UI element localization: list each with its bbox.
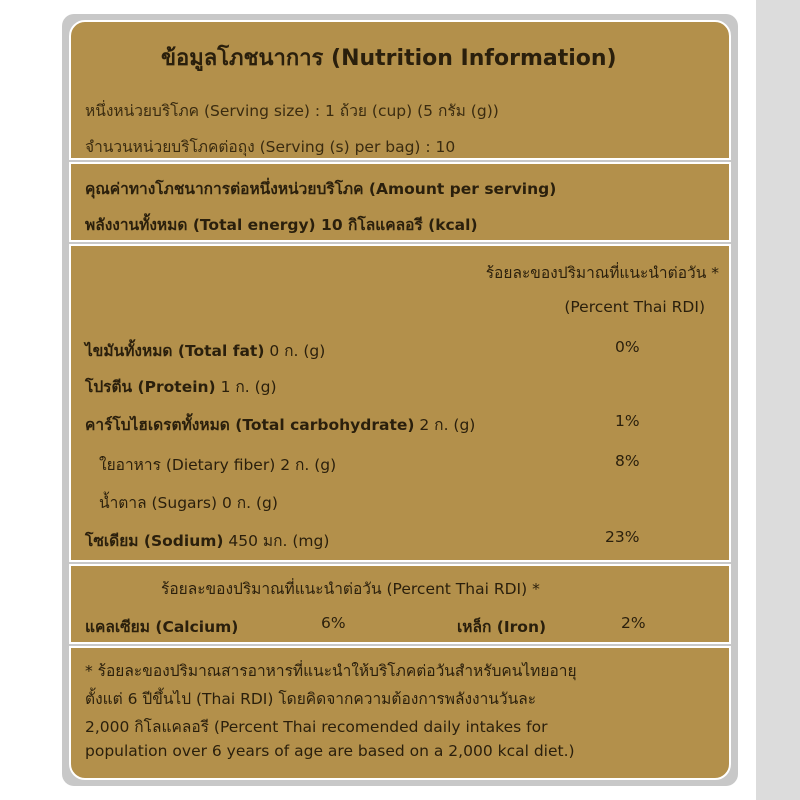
calcium-label: แคลเซียม (Calcium) <box>85 618 239 636</box>
nutrient-label: โปรตีน (Protein) <box>85 378 216 396</box>
nutrition-title: ข้อมูลโภชนาการ (Nutrition Information) <box>161 46 617 71</box>
iron-label: เหล็ก (Iron) <box>457 618 547 636</box>
servings-per-bag: จำนวนหน่วยบริโภคต่อถุง (Serving (s) per bag) : 10 <box>85 138 456 156</box>
nutrient-percent: 23% <box>605 528 640 546</box>
nutrient-amount: 1 ก. (g) <box>215 378 277 396</box>
calcium-percent: 6% <box>321 614 346 632</box>
footnote-line: ตั้งแต่ 6 ปีขึ้นไป (Thai RDI) โดยคิดจากความต้องการพลังงานวันละ <box>85 690 537 708</box>
amount-header: คุณค่าทางโภชนาการต่อหนึ่งหน่วยบริโภค (Amount per serving) <box>85 180 557 198</box>
nutrient-amount: ใยอาหาร (Dietary fiber) 2 ก. (g) <box>99 456 337 474</box>
serving-size: หนึ่งหน่วยบริโภค (Serving size) : 1 ถ้วย (cup) (5 กรัม (g)) <box>85 102 499 120</box>
nutrient-amount: 0 ก. (g) <box>264 342 326 360</box>
nutrient-amount: น้ำตาล (Sugars) 0 ก. (g) <box>99 494 278 512</box>
minerals-rdi-header: ร้อยละของปริมาณที่แนะนำต่อวัน (Percent Thai RDI) * <box>161 580 540 598</box>
rdi-header-thai: ร้อยละของปริมาณที่แนะนำต่อวัน * <box>485 264 719 282</box>
nutrient-percent: 1% <box>615 412 640 430</box>
nutrient-percent: 0% <box>615 338 640 356</box>
footnote-line: population over 6 years of age are based on a 2,000 kcal diet.) <box>85 742 575 760</box>
nutrient-label: คาร์โบไฮเดรตทั้งหมด (Total carbohydrate) <box>85 416 415 434</box>
rdi-header-english: (Percent Thai RDI) <box>564 298 705 316</box>
iron-percent: 2% <box>621 614 646 632</box>
background-strip <box>756 0 800 800</box>
nutrients-section <box>69 244 731 562</box>
nutrient-amount: 450 มก. (mg) <box>223 532 330 550</box>
nutrient-label: ไขมันทั้งหมด (Total fat) <box>85 342 265 360</box>
amount-per-serving-section <box>69 162 731 242</box>
footnote-line: * ร้อยละของปริมาณสารอาหารที่แนะนำให้บริโภคต่อวันสำหรับคนไทยอายุ <box>85 662 577 680</box>
footnote-section <box>69 646 731 780</box>
nutrient-percent: 8% <box>615 452 640 470</box>
nutrition-title-section <box>69 20 731 160</box>
total-energy: พลังงานทั้งหมด (Total energy) 10 กิโลแคลอรี (kcal) <box>85 216 478 234</box>
footnote-line: 2,000 กิโลแคลอรี (Percent Thai recomended daily intakes for <box>85 718 548 736</box>
nutrient-amount: 2 ก. (g) <box>414 416 476 434</box>
minerals-section <box>69 564 731 644</box>
nutrient-label: โซเดียม (Sodium) <box>85 532 224 550</box>
